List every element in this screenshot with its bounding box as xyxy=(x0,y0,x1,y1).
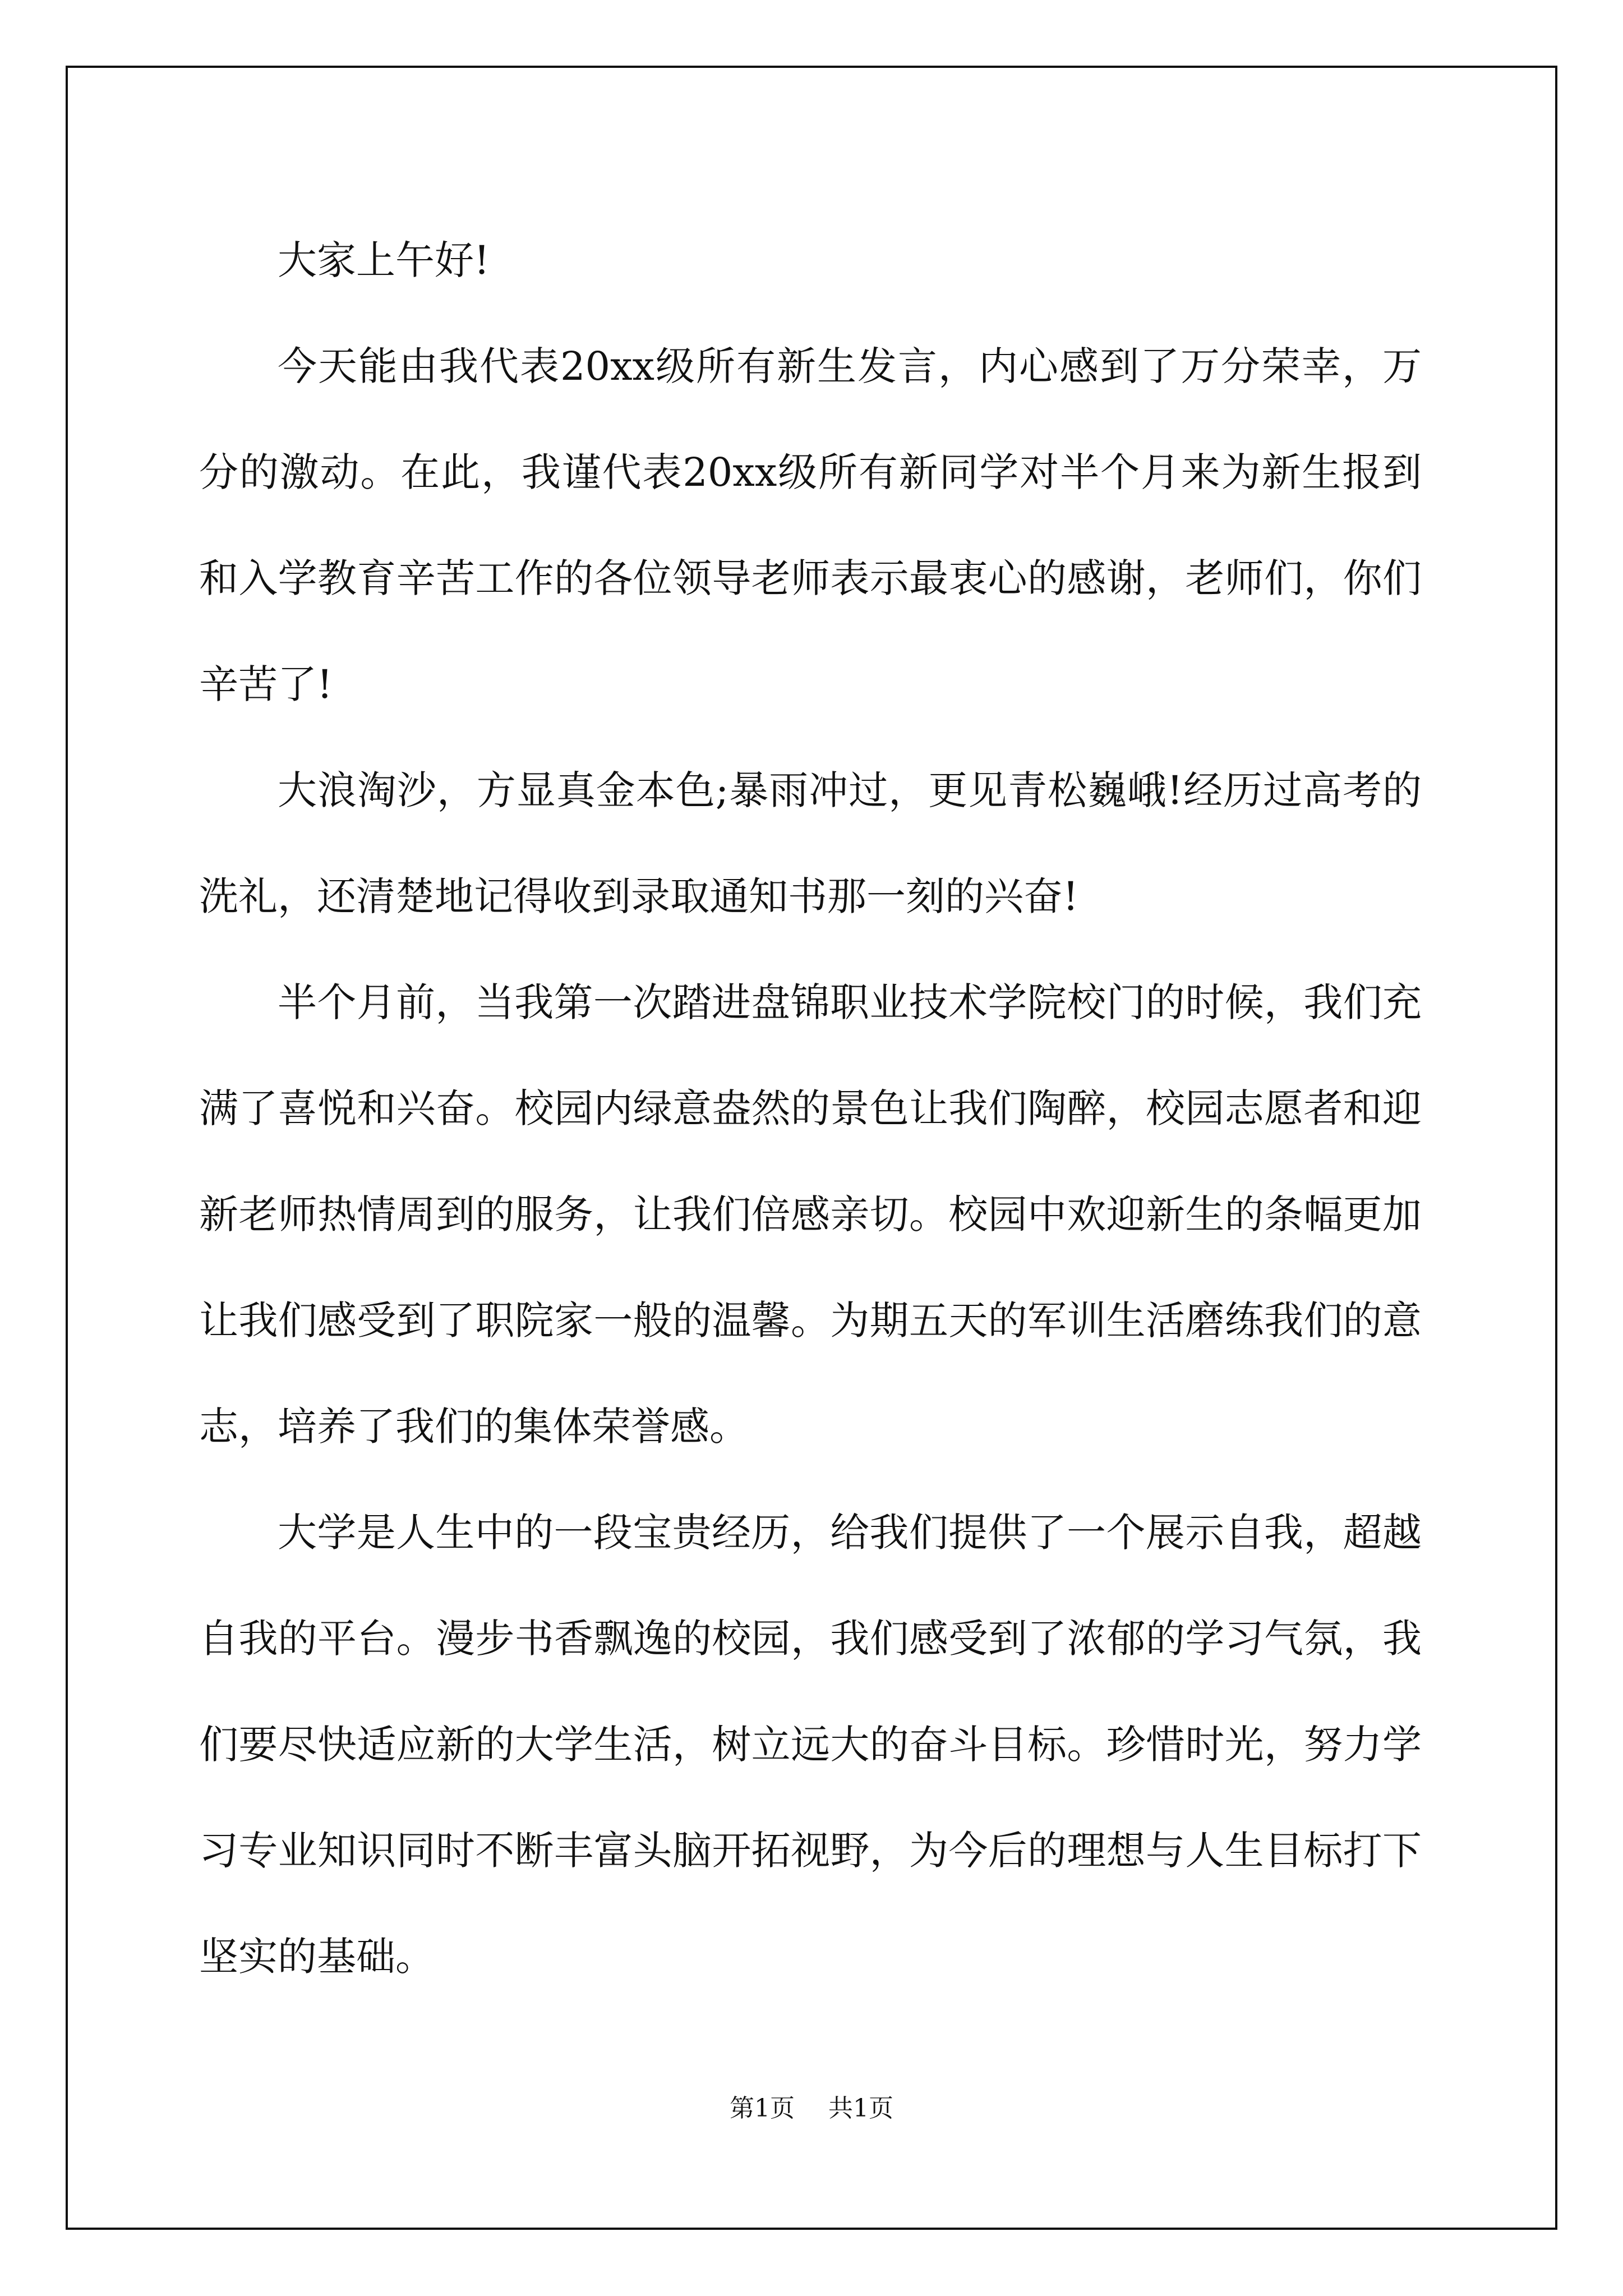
paragraph-opening: 今天能由我代表20xx级所有新生发言，内心感到了万分荣幸，万分的激动。在此，我谨代表20xx级所有新同学对半个月来为新生报到和入学教育辛苦工作的各位领导老师表示最衷心的感谢，老师们，你们辛苦了! xyxy=(199,343,1422,707)
paragraph-exam: 大浪淘沙，方显真金本色;暴雨冲过，更见青松巍峨!经历过高考的洗礼，还清楚地记得收到录取通知书那一刻的兴奋! xyxy=(199,767,1422,919)
document-body xyxy=(199,208,1422,2010)
paragraph-arrival: 半个月前，当我第一次踏进盘锦职业技术学院校门的时候，我们充满了喜悦和兴奋。校园内绿意盎然的景色让我们陶醉，校园志愿者和迎新老师热情周到的服务，让我们倍感亲切。校园中欢迎新生的条幅更加让我们感受到了职院家一般的温馨。为期五天的军训生活磨练我们的意志，培养了我们的集体荣誉感。 xyxy=(199,979,1422,1450)
page-current: 第1页 xyxy=(730,2094,795,2123)
paragraph-university: 大学是人生中的一段宝贵经历，给我们提供了一个展示自我，超越自我的平台。漫步书香飘逸的校园，我们感受到了浓郁的学习气氛，我们要尽快适应新的大学生活，树立远大的奋斗目标。珍惜时光，努力学习专业知识同时不断丰富头脑开拓视野，为今后的理想与人生目标打下坚实的基础。 xyxy=(199,1510,1422,1980)
paragraph-greeting: 大家上午好! xyxy=(278,237,490,283)
page-total: 共1页 xyxy=(828,2094,893,2123)
page-footer xyxy=(0,2092,1623,2125)
